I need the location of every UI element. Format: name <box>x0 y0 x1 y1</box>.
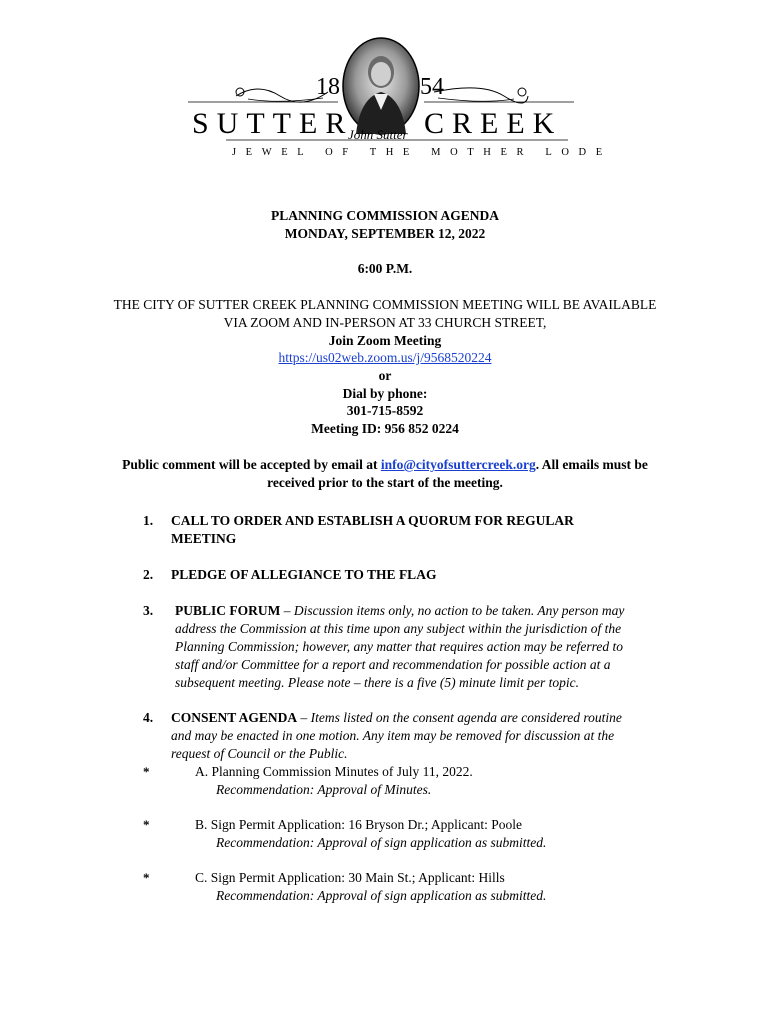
item-1-line-1: CALL TO ORDER AND ESTABLISH A QUORUM FOR REGULAR <box>171 513 574 528</box>
item-3-line-1 <box>175 602 624 620</box>
logo-signature: John Sutter <box>348 127 408 142</box>
consent-star: * <box>143 870 150 885</box>
subitem-c-recommendation: Recommendation: Approval of sign application as submitted. <box>216 888 547 903</box>
consent-star: * <box>143 764 150 779</box>
zoom-link[interactable]: https://us02web.zoom.us/j/9568520224 <box>278 350 492 365</box>
meeting-id: Meeting ID: 956 852 0224 <box>311 421 459 436</box>
logo-word-creek: CREEK <box>424 107 563 140</box>
or-text: or <box>378 368 392 383</box>
item-3-text-1: Discussion items only, no action to be taken. Any person may <box>293 603 625 618</box>
item-4-title: CONSENT AGENDA <box>171 710 298 725</box>
logo-ornament-graphic <box>188 34 574 164</box>
notice-line-2: VIA ZOOM AND IN-PERSON AT 33 CHURCH STREET, <box>223 315 547 330</box>
item-2-line-1: PLEDGE OF ALLEGIANCE TO THE FLAG <box>171 567 437 582</box>
logo-word-sutter: SUTTER <box>192 107 354 140</box>
item-3-title: PUBLIC FORUM <box>175 603 281 618</box>
subitem-c-label: C. Sign Permit Application: 30 Main St.; Applicant: Hills <box>195 870 505 885</box>
item-number: 3. <box>143 603 154 618</box>
consent-subitem-c <box>0 869 770 905</box>
agenda-title: PLANNING COMMISSION AGENDA <box>270 208 500 223</box>
subitem-b-recommendation: Recommendation: Approval of sign application as submitted. <box>216 835 547 850</box>
agenda-item-1 <box>0 512 770 552</box>
agenda-item-2 <box>0 566 770 586</box>
item-number: 4. <box>143 710 154 725</box>
agenda-item-4 <box>0 709 770 769</box>
logo-year-right: 54 <box>420 74 444 100</box>
item-3-line-4: staff and/or Committee for a report and recommendation for possible action at a <box>175 657 611 672</box>
item-4-line-3: request of Council or the Public. <box>171 746 348 761</box>
item-3-line-2: address the Commission at this time upon any subject within the jurisdiction of the <box>175 621 622 636</box>
item-4-text-1: Items listed on the consent agenda are considered routine <box>310 710 622 725</box>
consent-star: * <box>143 817 150 832</box>
subitem-a-label: A. Planning Commission Minutes of July 11, 2022. <box>195 764 473 779</box>
dial-label: Dial by phone: <box>342 386 428 401</box>
item-1-line-2: MEETING <box>171 531 237 546</box>
item-3-line-3: Planning Commission; however, any matter that requires action may be referred to <box>175 639 623 654</box>
item-4-dash: – <box>297 710 311 725</box>
subitem-b-label: B. Sign Permit Application: 16 Bryson Dr.; Applicant: Poole <box>195 817 522 832</box>
subitem-a-recommendation: Recommendation: Approval of Minutes. <box>216 782 432 797</box>
sutter-creek-logo <box>188 34 612 164</box>
zoom-label: Join Zoom Meeting <box>328 333 442 348</box>
public-comment-text-after: . All emails must be <box>535 457 648 472</box>
consent-subitem-a <box>0 763 770 799</box>
public-comment-line-2: received prior to the start of the meeting. <box>267 475 503 490</box>
consent-subitem-b <box>0 816 770 852</box>
notice-line-1: THE CITY OF SUTTER CREEK PLANNING COMMISSION MEETING WILL BE AVAILABLE <box>113 297 657 312</box>
agenda-date: MONDAY, SEPTEMBER 12, 2022 <box>284 226 486 241</box>
item-3-line-5: subsequent meeting. Please note – there is a five (5) minute limit per topic. <box>175 675 580 690</box>
agenda-time: 6:00 P.M. <box>357 261 413 276</box>
phone-number: 301-715-8592 <box>346 403 424 418</box>
item-4-line-2: and may be enacted in one motion. Any item may be removed for discussion at the <box>171 728 615 743</box>
public-comment-text-before: Public comment will be accepted by email at <box>122 457 381 472</box>
item-4-line-1 <box>171 709 622 727</box>
logo-tagline: JEWEL OF THE MOTHER LODE <box>232 147 612 158</box>
item-number: 1. <box>143 513 154 528</box>
item-3-dash: – <box>280 603 294 618</box>
item-number: 2. <box>143 567 154 582</box>
public-comment-line-1 <box>0 456 770 474</box>
email-link[interactable]: info@cityofsuttercreek.org <box>380 457 536 472</box>
logo-year-left: 18 <box>316 74 340 100</box>
agenda-item-3 <box>0 602 770 694</box>
